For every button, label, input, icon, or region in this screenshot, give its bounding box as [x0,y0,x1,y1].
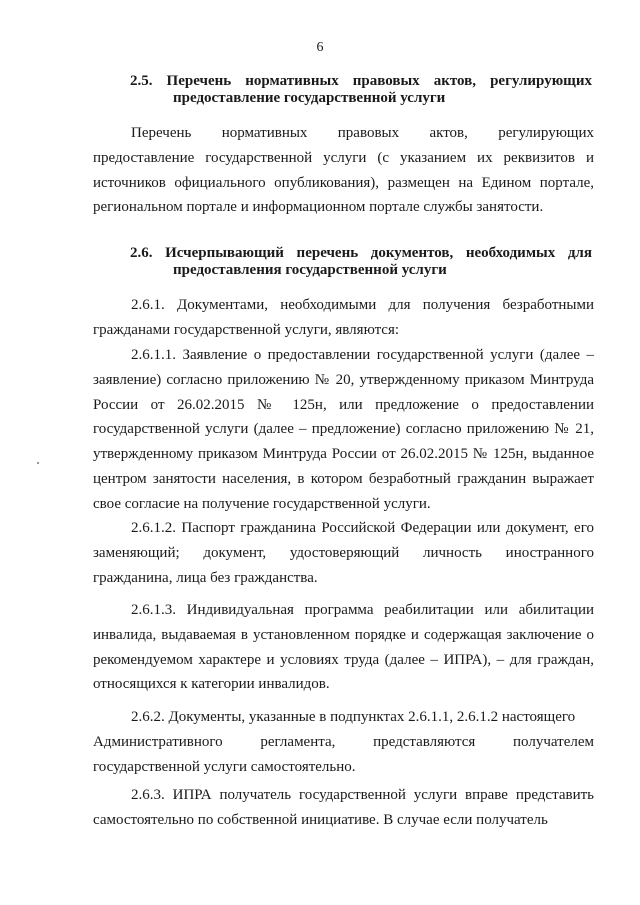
section-heading-2-5 [130,73,592,107]
paragraph-text: 2.6.1.1. Заявление о предоставлении государственной услуги (далее – заявление) согласно приложению № 20, утвержденному приказом Минтруда России от 26.02.2015 № 125н, или предложение о предоставлении государственной услуги (далее – предложение) согласно приложению № 21, утвержденному приказом Минтруда России от 26.02.2015 № 125н, выданное центром занятости населения, в котором безработный гражданин выражает свое согласие на получение государственной услуги. [93,347,594,512]
heading-line: предоставление государственной услуги [173,90,446,106]
heading-word: Исчерпывающий [165,245,284,261]
heading-line [130,73,592,90]
paragraph-text: 2.6.3. ИПРА получатель государственной услуги вправе представить самостоятельно по собственной инициативе. В случае если получатель [93,787,594,828]
word: регулирующих [498,125,594,141]
heading-word: перечень [296,245,359,261]
heading-word: для [567,245,592,261]
heading-line: предоставления государственной услуги [173,262,447,278]
paragraph-2-6-1-2 [93,516,594,590]
section-heading-2-6 [130,245,592,279]
paragraph-second-line [93,730,594,755]
paragraph-2-6-1-1 [93,343,594,517]
paragraph-text: 2.6.1. Документами, необходимыми для получения безработными гражданами государственной услуги, являются: [93,297,594,338]
word: получателем [513,733,594,750]
paragraph-rest: государственной услуги самостоятельно. [93,758,356,775]
paragraph-first-line: 2.6.2. Документы, указанные в подпунктах 2.6.1.1, 2.6.1.2 настоящего [131,709,576,725]
heading-word: регулирующих [490,73,592,89]
word: Перечень [131,125,192,141]
word: Административного [93,733,223,750]
heading-word: 2.6. [130,245,153,261]
heading-word: 2.5. [130,73,153,89]
heading-word: нормативных [245,73,339,89]
heading-line [130,245,592,262]
heading-word: правовых [352,73,420,89]
heading-word: документов, [370,245,454,261]
paragraph-first-line [93,121,594,146]
paragraph-2-6-2 [93,705,594,779]
word: правовых [337,125,400,141]
paragraph-text: 2.6.1.3. Индивидуальная программа реабилитации или абилитации инвалида, выдаваемая в установленном порядке и содержащая заключение о рекомендуемом характере и условиях труда (далее – ИПРА), – для граждан, относящихся к категории инвалидов. [93,602,594,693]
word: регламента, [260,733,336,750]
paragraph-rest: предоставление государственной услуги (с указанием их реквизитов и источников официального опубликования), размещен на Едином портале, региональном портале и информационном портале службы занятости. [93,149,594,216]
paragraph-2-6-1-3 [93,598,594,697]
scan-speck [37,462,39,464]
word: представляются [373,733,476,750]
heading-word: Перечень [166,73,232,89]
word: нормативных [221,125,308,141]
paragraph-text: 2.6.1.2. Паспорт гражданина Российской Федерации или документ, его заменяющий; документ, удостоверяющий личность иностранного гражданина, лица без гражданства. [93,520,594,586]
heading-word: актов, [433,73,477,89]
heading-word: необходимых [465,245,556,261]
paragraph-2-5 [93,121,594,220]
word: актов, [429,125,468,141]
page-number: 6 [316,40,324,55]
paragraph-2-6-3 [93,783,594,833]
paragraph-2-6-1 [93,293,594,343]
